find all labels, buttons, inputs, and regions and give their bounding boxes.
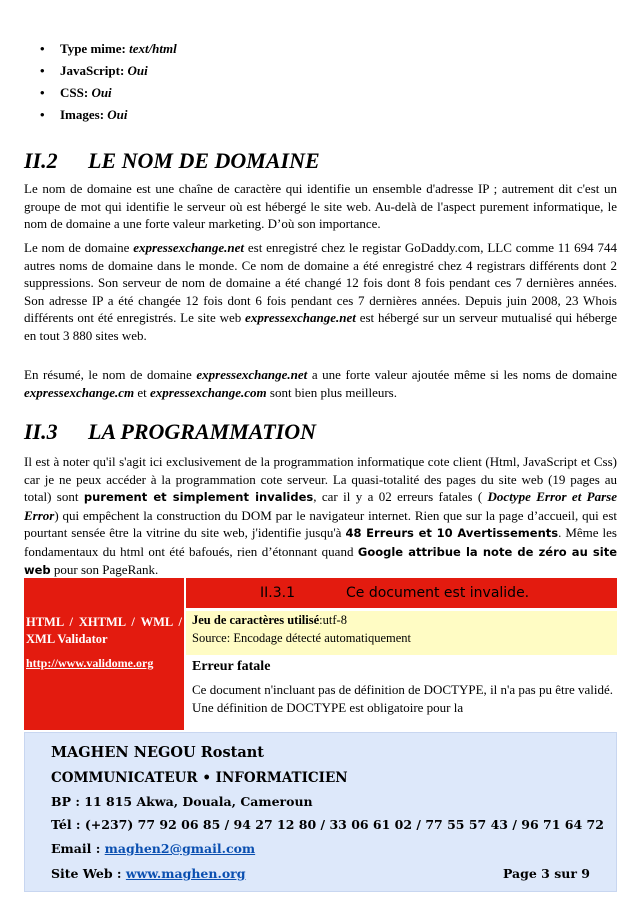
- fatal-error-cell: [186, 657, 617, 730]
- source-line: Source: Encodage détecté automatiquement: [192, 631, 412, 645]
- programming-paragraph: Il est à noter qu'il s'agit ici exclusivement de la programmation informatique cote client (Html, JavaScript et Css) car je ne peux accéder à la programmation cote serveur. La quasi-totalité des pages du site web (19 pages au total) sont purement et simplement invalides, car il y a 02 erreurs fatales ( Doctype Error et Parse Error) qui empêchent la construction du DOM par le navigateur internet. Rien que sur la page d’accueil, qui est pourtant sensée être la vitrine du site web, j'identifie jusqu'à 48 Erreurs et 10 Avertissements. Même les fondamentaux du html ont été bafoués, rien d’étonnant quand Google attribue la note de zéro au site web pour son PageRank.: [24, 454, 618, 577]
- validation-table: [24, 578, 617, 730]
- list-item: • JavaScript: Oui: [40, 63, 148, 78]
- list-item: • Images: Oui: [40, 107, 128, 122]
- domain-paragraph-1: Le nom de domaine est une chaîne de caractère qui identifie un ensemble d'adresse IP ; autrement dit c'est un groupe de mot qui identifie le serveur où est hébergé le site web. Au-delà de l'aspect purement informatique, le nom de domaine a une forte valeur marketing. D’où son importance.: [24, 181, 617, 231]
- website-line: Site Web : www.maghen.org: [51, 866, 246, 881]
- error-description: Ce document n'incluant pas de définition de DOCTYPE, il n'a pas pu être validé. Une définition de DOCTYPE est obligatoire pour la: [192, 682, 613, 715]
- validator-label: HTML / XHTML / WML / XML Validator: [26, 615, 182, 646]
- email-link[interactable]: maghen2@gmail.com: [104, 841, 256, 856]
- domain-paragraph-2: Le nom de domaine expressexchange.net est enregistré chez le registar GoDaddy.com, LLC comme 11 694 744 autres noms de domaine dans le monde. Ce nom de domaine a été enregistré chez 4 registrars différents dont 2 suppressions. Son serveur de nom de domaine a été changé 12 fois dont 8 fois pendant ces 7 dernières années. Son adresse IP a été changée 12 fois dont 6 fois pendant ces 7 dernières années. Depuis juin 2008, 23 Whois différents ont été enregistrés. Le site web expressexchange.net est hébergé sur un serveur mutualisé qui héberge en tout 3 880 sites web.: [24, 240, 617, 343]
- validator-link[interactable]: http://www.validome.org: [26, 656, 154, 670]
- domain-paragraph-3: En résumé, le nom de domaine expressexchange.net a une forte valeur ajoutée même si les noms de domaine expressexchange.cm et expressexchange.com sont bien plus meilleurs.: [24, 367, 617, 400]
- footer-contact: [24, 732, 617, 892]
- author-name: MAGHEN NEGOU Rostant: [51, 744, 264, 761]
- email-line: Email : maghen2@gmail.com: [51, 841, 256, 856]
- table-header: II.3.1 Ce document est invalide.: [186, 578, 617, 608]
- list-item: • Type mime: text/html: [40, 41, 177, 56]
- feature-list: [40, 38, 177, 126]
- charset-info: [186, 611, 617, 655]
- charset-line: Jeu de caractères utilisé:utf-8: [192, 613, 347, 627]
- section-heading-programming: II.3 LA PROGRAMMATION: [24, 419, 316, 444]
- postal-address: BP : 11 815 Akwa, Douala, Cameroun: [51, 794, 313, 809]
- list-item: • CSS: Oui: [40, 85, 112, 100]
- error-title: Erreur fatale: [192, 659, 271, 674]
- section-heading-domain: II.2 LE NOM DE DOMAINE: [24, 148, 320, 173]
- page-number: Page 3 sur 9: [502, 866, 590, 881]
- author-role: COMMUNICATEUR • INFORMATICIEN: [51, 770, 348, 786]
- phone-numbers: Tél : (+237) 77 92 06 85 / 94 27 12 80 / 33 06 61 02 / 77 55 57 43 / 96 71 64 72: [51, 817, 604, 832]
- website-link[interactable]: www.maghen.org: [125, 866, 246, 881]
- validator-cell: [24, 578, 184, 730]
